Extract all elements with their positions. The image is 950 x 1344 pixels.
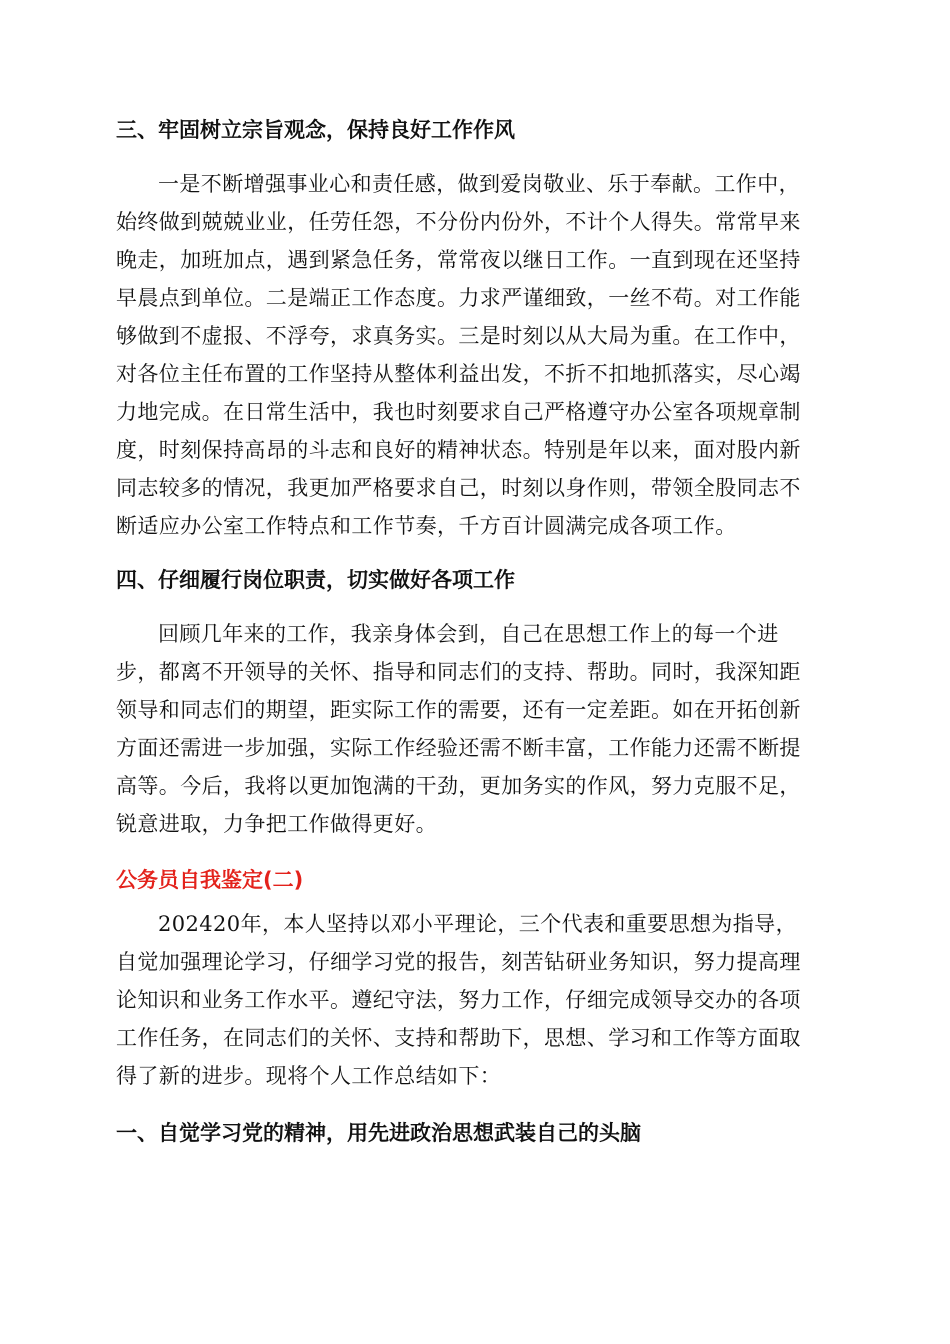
paragraph-line: 步，都离不开领导的关怀、指导和同志们的支持、帮助。同时，我深知距 [116, 660, 801, 684]
paragraph-line: 锐意进取，力争把工作做得更好。 [116, 812, 437, 836]
paragraph-line: 领导和同志们的期望，距实际工作的需要，还有一定差距。如在开拓创新 [116, 698, 801, 722]
paragraph-line: 论知识和业务工作水平。遵纪守法，努力工作，仔细完成领导交办的各项 [116, 988, 801, 1012]
paragraph-line: 一是不断增强事业心和责任感，做到爱岗敬业、乐于奉献。工作中， [158, 172, 800, 196]
paragraph-line: 同志较多的情况，我更加严格要求自己，时刻以身作则，带领全股同志不 [116, 476, 801, 500]
paragraph-line: 力地完成。在日常生活中，我也时刻要求自己严格遵守办公室各项规章制 [116, 400, 801, 424]
paragraph-line: 高等。今后，我将以更加饱满的干劲，更加务实的作风，努力克服不足， [116, 774, 801, 798]
paragraph-line: 度，时刻保持高昂的斗志和良好的精神状态。特别是年以来，面对股内新 [116, 438, 801, 462]
paragraph-line: 始终做到兢兢业业，任劳任怨，不分份内份外，不计个人得失。常常早来 [116, 210, 801, 234]
section-heading-4: 四、仔细履行岗位职责，切实做好各项工作 [116, 568, 515, 592]
paragraph-line: 断适应办公室工作特点和工作节奏，千方百计圆满完成各项工作。 [116, 514, 737, 538]
section-heading-3: 三、牢固树立宗旨观念，保持良好工作作风 [116, 118, 515, 142]
paragraph-line: 202420年，本人坚持以邓小平理论，三个代表和重要思想为指导， [158, 912, 797, 936]
document-title-2: 公务员自我鉴定(二) [116, 868, 304, 892]
section-heading-1b: 一、自觉学习党的精神，用先进政治思想武装自己的头脑 [116, 1121, 641, 1145]
paragraph-line: 对各位主任布置的工作坚持从整体利益出发，不折不扣地抓落实，尽心竭 [116, 362, 801, 386]
paragraph-line: 方面还需进一步加强，实际工作经验还需不断丰富，工作能力还需不断提 [116, 736, 801, 760]
section-3-paragraph [116, 165, 832, 545]
paragraph-line: 回顾几年来的工作，我亲身体会到，自己在思想工作上的每一个进 [158, 622, 779, 646]
paragraph-line: 得了新的进步。现将个人工作总结如下： [116, 1064, 502, 1088]
paragraph-line: 晚走，加班加点，遇到紧急任务，常常夜以继日工作。一直到现在还坚持 [116, 248, 801, 272]
intro-paragraph-2 [116, 905, 832, 1095]
section-4-paragraph [116, 615, 832, 843]
paragraph-line: 早晨点到单位。二是端正工作态度。力求严谨细致，一丝不苟。对工作能 [116, 286, 801, 310]
paragraph-line: 工作任务，在同志们的关怀、支持和帮助下，思想、学习和工作等方面取 [116, 1026, 801, 1050]
paragraph-line: 够做到不虚报、不浮夸，求真务实。三是时刻以从大局为重。在工作中， [116, 324, 801, 348]
paragraph-line: 自觉加强理论学习，仔细学习党的报告，刻苦钻研业务知识，努力提高理 [116, 950, 801, 974]
